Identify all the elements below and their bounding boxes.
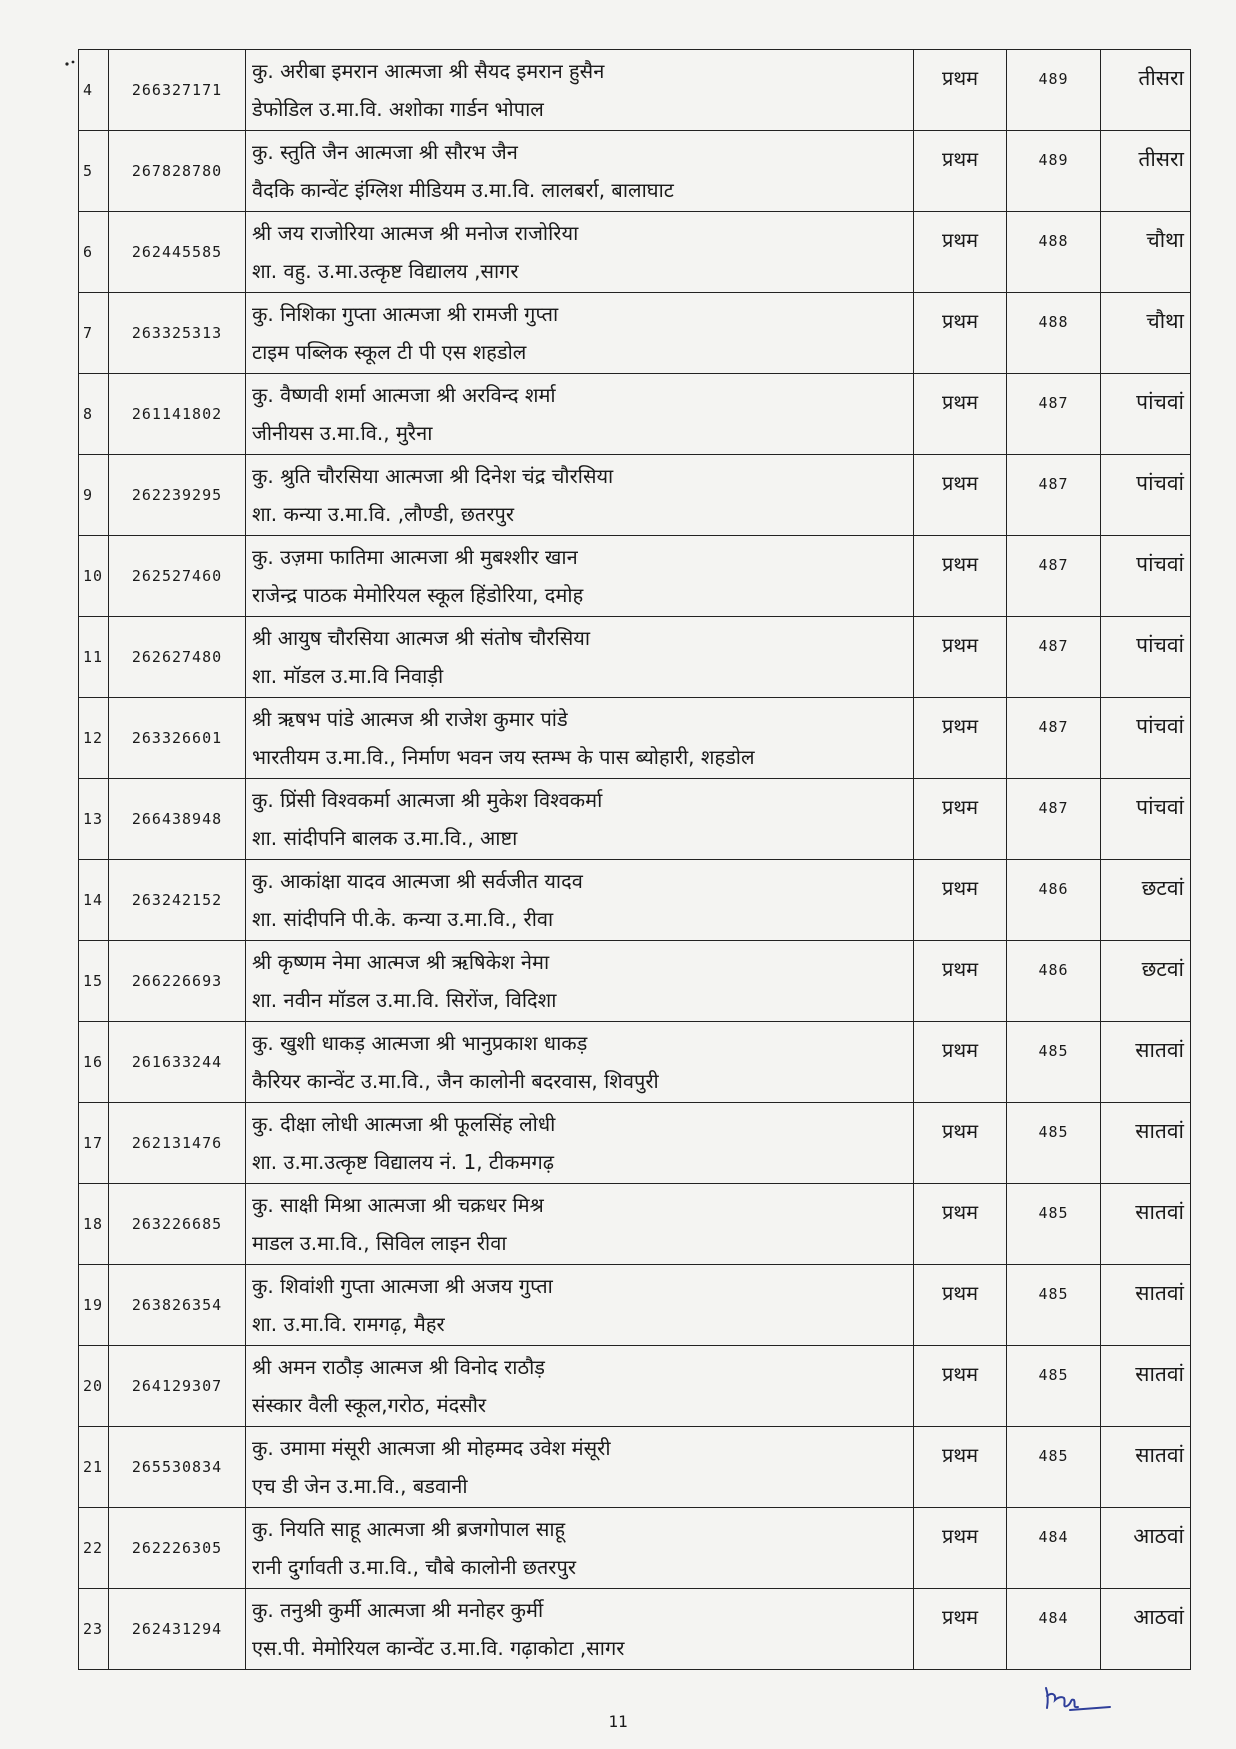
marks: 485 xyxy=(1007,1427,1101,1508)
school-name: शा. सांदीपनि पी.के. कन्या उ.मा.वि., रीवा xyxy=(252,907,554,931)
marks: 486 xyxy=(1007,860,1101,941)
student-details xyxy=(246,50,914,131)
table-row xyxy=(79,1184,1191,1265)
serial-number: 15 xyxy=(79,941,109,1022)
student-name: कु. निशिका गुप्ता आत्मजा श्री रामजी गुप्ता xyxy=(252,302,559,326)
serial-number: 21 xyxy=(79,1427,109,1508)
division: प्रथम xyxy=(914,1265,1007,1346)
division: प्रथम xyxy=(914,941,1007,1022)
rank: तीसरा xyxy=(1101,131,1191,212)
student-name: कु. उज़मा फातिमा आत्मजा श्री मुबश्शीर खान xyxy=(252,545,578,569)
rank: सातवां xyxy=(1101,1427,1191,1508)
roll-number: 266438948 xyxy=(109,779,246,860)
serial-number: 7 xyxy=(79,293,109,374)
table-row xyxy=(79,536,1191,617)
rank: छटवां xyxy=(1101,860,1191,941)
roll-number: 263326601 xyxy=(109,698,246,779)
marks: 489 xyxy=(1007,131,1101,212)
serial-number: 10 xyxy=(79,536,109,617)
student-name: श्री जय राजोरिया आत्मज श्री मनोज राजोरिया xyxy=(252,221,579,245)
school-name: वैदकि कान्वेंट इंग्लिश मीडियम उ.मा.वि. लालबर्रा, बालाघाट xyxy=(252,178,674,202)
marks: 485 xyxy=(1007,1103,1101,1184)
marks: 487 xyxy=(1007,779,1101,860)
table-row xyxy=(79,50,1191,131)
student-name: कु. श्रुति चौरसिया आत्मजा श्री दिनेश चंद्र चौरसिया xyxy=(252,464,614,488)
roll-number: 262226305 xyxy=(109,1508,246,1589)
serial-number: 12 xyxy=(79,698,109,779)
rank: सातवां xyxy=(1101,1346,1191,1427)
student-name: कु. अरीबा इमरान आत्मजा श्री सैयद इमरान हुसैन xyxy=(252,59,605,83)
marks: 487 xyxy=(1007,374,1101,455)
division: प्रथम xyxy=(914,1589,1007,1670)
division: प्रथम xyxy=(914,131,1007,212)
rank: चौथा xyxy=(1101,212,1191,293)
rank: सातवां xyxy=(1101,1103,1191,1184)
student-name: कु. नियति साहू आत्मजा श्री ब्रजगोपाल साहू xyxy=(252,1517,566,1541)
student-details xyxy=(246,455,914,536)
student-name: श्री कृष्णम नेमा आत्मज श्री ऋषिकेश नेमा xyxy=(252,950,550,974)
division: प्रथम xyxy=(914,860,1007,941)
student-details xyxy=(246,1589,914,1670)
marks: 487 xyxy=(1007,617,1101,698)
roll-number: 263242152 xyxy=(109,860,246,941)
table-row xyxy=(79,1427,1191,1508)
roll-number: 261141802 xyxy=(109,374,246,455)
school-name: रानी दुर्गावती उ.मा.वि., चौबे कालोनी छतरपुर xyxy=(252,1555,577,1579)
roll-number: 262627480 xyxy=(109,617,246,698)
table-row xyxy=(79,698,1191,779)
rank: सातवां xyxy=(1101,1184,1191,1265)
student-details xyxy=(246,1508,914,1589)
serial-number: 19 xyxy=(79,1265,109,1346)
marks: 484 xyxy=(1007,1508,1101,1589)
school-name: एस.पी. मेमोरियल कान्वेंट उ.मा.वि. गढ़ाकोटा ,सागर xyxy=(252,1636,625,1660)
signature-initials xyxy=(1040,1682,1120,1726)
serial-number: 9 xyxy=(79,455,109,536)
rank: सातवां xyxy=(1101,1022,1191,1103)
division: प्रथम xyxy=(914,1508,1007,1589)
student-name: कु. आकांक्षा यादव आत्मजा श्री सर्वजीत यादव xyxy=(252,869,583,893)
student-name: कु. दीक्षा लोधी आत्मजा श्री फूलसिंह लोधी xyxy=(252,1112,556,1136)
student-name: कु. प्रिंसी विश्वकर्मा आत्मजा श्री मुकेश विश्वकर्मा xyxy=(252,788,603,812)
serial-number: 8 xyxy=(79,374,109,455)
student-details xyxy=(246,1022,914,1103)
rank: पांचवां xyxy=(1101,536,1191,617)
student-details xyxy=(246,1184,914,1265)
student-details xyxy=(246,1427,914,1508)
roll-number: 262239295 xyxy=(109,455,246,536)
student-details xyxy=(246,941,914,1022)
table-row xyxy=(79,1103,1191,1184)
division: प्रथम xyxy=(914,212,1007,293)
roll-number: 261633244 xyxy=(109,1022,246,1103)
rank: छटवां xyxy=(1101,941,1191,1022)
student-name: श्री ऋषभ पांडे आत्मज श्री राजेश कुमार पांडे xyxy=(252,707,568,731)
marks: 487 xyxy=(1007,455,1101,536)
marks: 488 xyxy=(1007,293,1101,374)
school-name: शा. कन्या उ.मा.वि. ,लौण्डी, छतरपुर xyxy=(252,502,515,526)
student-name: श्री अमन राठौड़ आत्मज श्री विनोद राठौड़ xyxy=(252,1355,545,1379)
student-name: कु. खुशी धाकड़ आत्मजा श्री भानुप्रकाश धाकड़ xyxy=(252,1031,588,1055)
table-row xyxy=(79,293,1191,374)
serial-number: 16 xyxy=(79,1022,109,1103)
marks: 486 xyxy=(1007,941,1101,1022)
division: प्रथम xyxy=(914,1103,1007,1184)
division: प्रथम xyxy=(914,50,1007,131)
table-row xyxy=(79,1346,1191,1427)
rank: सातवां xyxy=(1101,1265,1191,1346)
division: प्रथम xyxy=(914,1346,1007,1427)
roll-number: 266226693 xyxy=(109,941,246,1022)
school-name: राजेन्द्र पाठक मेमोरियल स्कूल हिंडोरिया, दमोह xyxy=(252,583,584,607)
student-details xyxy=(246,860,914,941)
table-row xyxy=(79,1508,1191,1589)
serial-number: 4 xyxy=(79,50,109,131)
division: प्रथम xyxy=(914,374,1007,455)
serial-number: 13 xyxy=(79,779,109,860)
roll-number: 263226685 xyxy=(109,1184,246,1265)
rank: तीसरा xyxy=(1101,50,1191,131)
student-details xyxy=(246,698,914,779)
table-row xyxy=(79,1589,1191,1670)
rank: पांचवां xyxy=(1101,374,1191,455)
roll-number: 262131476 xyxy=(109,1103,246,1184)
student-name: कु. तनुश्री कुर्मी आत्मजा श्री मनोहर कुर्मी xyxy=(252,1598,544,1622)
student-details xyxy=(246,536,914,617)
serial-number: 18 xyxy=(79,1184,109,1265)
student-name: कु. उमामा मंसूरी आत्मजा श्री मोहम्मद उवेश मंसूरी xyxy=(252,1436,611,1460)
marks: 485 xyxy=(1007,1184,1101,1265)
school-name: एच डी जेन उ.मा.वि., बडवानी xyxy=(252,1474,468,1498)
marks: 484 xyxy=(1007,1589,1101,1670)
student-details xyxy=(246,293,914,374)
school-name: शा. उ.मा.उत्कृष्ट विद्यालय नं. 1, टीकमगढ़ xyxy=(252,1150,555,1174)
division: प्रथम xyxy=(914,779,1007,860)
rank: पांचवां xyxy=(1101,617,1191,698)
student-details xyxy=(246,131,914,212)
roll-number: 262431294 xyxy=(109,1589,246,1670)
serial-number: 22 xyxy=(79,1508,109,1589)
student-details xyxy=(246,1103,914,1184)
school-name: डेफोडिल उ.मा.वि. अशोका गार्डन भोपाल xyxy=(252,97,544,121)
division: प्रथम xyxy=(914,1427,1007,1508)
rank: आठवां xyxy=(1101,1589,1191,1670)
marks: 489 xyxy=(1007,50,1101,131)
marks: 487 xyxy=(1007,536,1101,617)
roll-number: 267828780 xyxy=(109,131,246,212)
school-name: जीनीयस उ.मा.वि., मुरैना xyxy=(252,421,433,445)
roll-number: 262527460 xyxy=(109,536,246,617)
student-details xyxy=(246,1346,914,1427)
table-row xyxy=(79,779,1191,860)
rank: चौथा xyxy=(1101,293,1191,374)
table-row xyxy=(79,1265,1191,1346)
school-name: शा. उ.मा.वि. रामगढ़, मैहर xyxy=(252,1312,445,1336)
school-name: माडल उ.मा.वि., सिविल लाइन रीवा xyxy=(252,1231,507,1255)
roll-number: 266327171 xyxy=(109,50,246,131)
school-name: शा. सांदीपनि बालक उ.मा.वि., आष्टा xyxy=(252,826,518,850)
serial-number: 17 xyxy=(79,1103,109,1184)
table-row xyxy=(79,1022,1191,1103)
serial-number: 6 xyxy=(79,212,109,293)
student-details xyxy=(246,617,914,698)
table-row xyxy=(79,860,1191,941)
student-details xyxy=(246,1265,914,1346)
rank: आठवां xyxy=(1101,1508,1191,1589)
serial-number: 14 xyxy=(79,860,109,941)
division: प्रथम xyxy=(914,617,1007,698)
division: प्रथम xyxy=(914,536,1007,617)
division: प्रथम xyxy=(914,455,1007,536)
school-name: शा. मॉडल उ.मा.वि निवाड़ी xyxy=(252,664,444,688)
table-row xyxy=(79,617,1191,698)
table-row xyxy=(79,131,1191,212)
marks: 485 xyxy=(1007,1265,1101,1346)
student-name: कु. साक्षी मिश्रा आत्मजा श्री चक्रधर मिश्र xyxy=(252,1193,544,1217)
division: प्रथम xyxy=(914,698,1007,779)
serial-number: 5 xyxy=(79,131,109,212)
rank: पांचवां xyxy=(1101,455,1191,536)
school-name: कैरियर कान्वेंट उ.मा.वि., जैन कालोनी बदरवास, शिवपुरी xyxy=(252,1069,659,1093)
table-row xyxy=(79,455,1191,536)
rank: पांचवां xyxy=(1101,779,1191,860)
table-row xyxy=(79,212,1191,293)
roll-number: 263826354 xyxy=(109,1265,246,1346)
roll-number: 265530834 xyxy=(109,1427,246,1508)
merit-table xyxy=(78,49,1190,1670)
page-number: 11 xyxy=(608,1712,628,1731)
student-details xyxy=(246,779,914,860)
marks: 487 xyxy=(1007,698,1101,779)
school-name: टाइम पब्लिक स्कूल टी पी एस शहडोल xyxy=(252,340,527,364)
division: प्रथम xyxy=(914,1022,1007,1103)
student-details xyxy=(246,212,914,293)
marks: 485 xyxy=(1007,1022,1101,1103)
student-name: कु. वैष्णवी शर्मा आत्मजा श्री अरविन्द शर्मा xyxy=(252,383,556,407)
division: प्रथम xyxy=(914,1184,1007,1265)
division: प्रथम xyxy=(914,293,1007,374)
school-name: शा. वहु. उ.मा.उत्कृष्ट विद्यालय ,सागर xyxy=(252,259,519,283)
student-name: कु. स्तुति जैन आत्मजा श्री सौरभ जैन xyxy=(252,140,518,164)
school-name: संस्कार वैली स्कूल,गरोठ, मंदसौर xyxy=(252,1393,487,1417)
serial-number: 20 xyxy=(79,1346,109,1427)
student-name: श्री आयुष चौरसिया आत्मज श्री संतोष चौरसिया xyxy=(252,626,591,650)
marks: 488 xyxy=(1007,212,1101,293)
marks: 485 xyxy=(1007,1346,1101,1427)
punch-marks xyxy=(64,55,78,74)
rank: पांचवां xyxy=(1101,698,1191,779)
school-name: भारतीयम उ.मा.वि., निर्माण भवन जय स्तम्भ के पास ब्योहारी, शहडोल xyxy=(252,745,755,769)
roll-number: 263325313 xyxy=(109,293,246,374)
serial-number: 23 xyxy=(79,1589,109,1670)
student-name: कु. शिवांशी गुप्ता आत्मजा श्री अजय गुप्ता xyxy=(252,1274,553,1298)
roll-number: 264129307 xyxy=(109,1346,246,1427)
table-row xyxy=(79,374,1191,455)
table-row xyxy=(79,941,1191,1022)
serial-number: 11 xyxy=(79,617,109,698)
school-name: शा. नवीन मॉडल उ.मा.वि. सिरोंज, विदिशा xyxy=(252,988,557,1012)
roll-number: 262445585 xyxy=(109,212,246,293)
student-details xyxy=(246,374,914,455)
